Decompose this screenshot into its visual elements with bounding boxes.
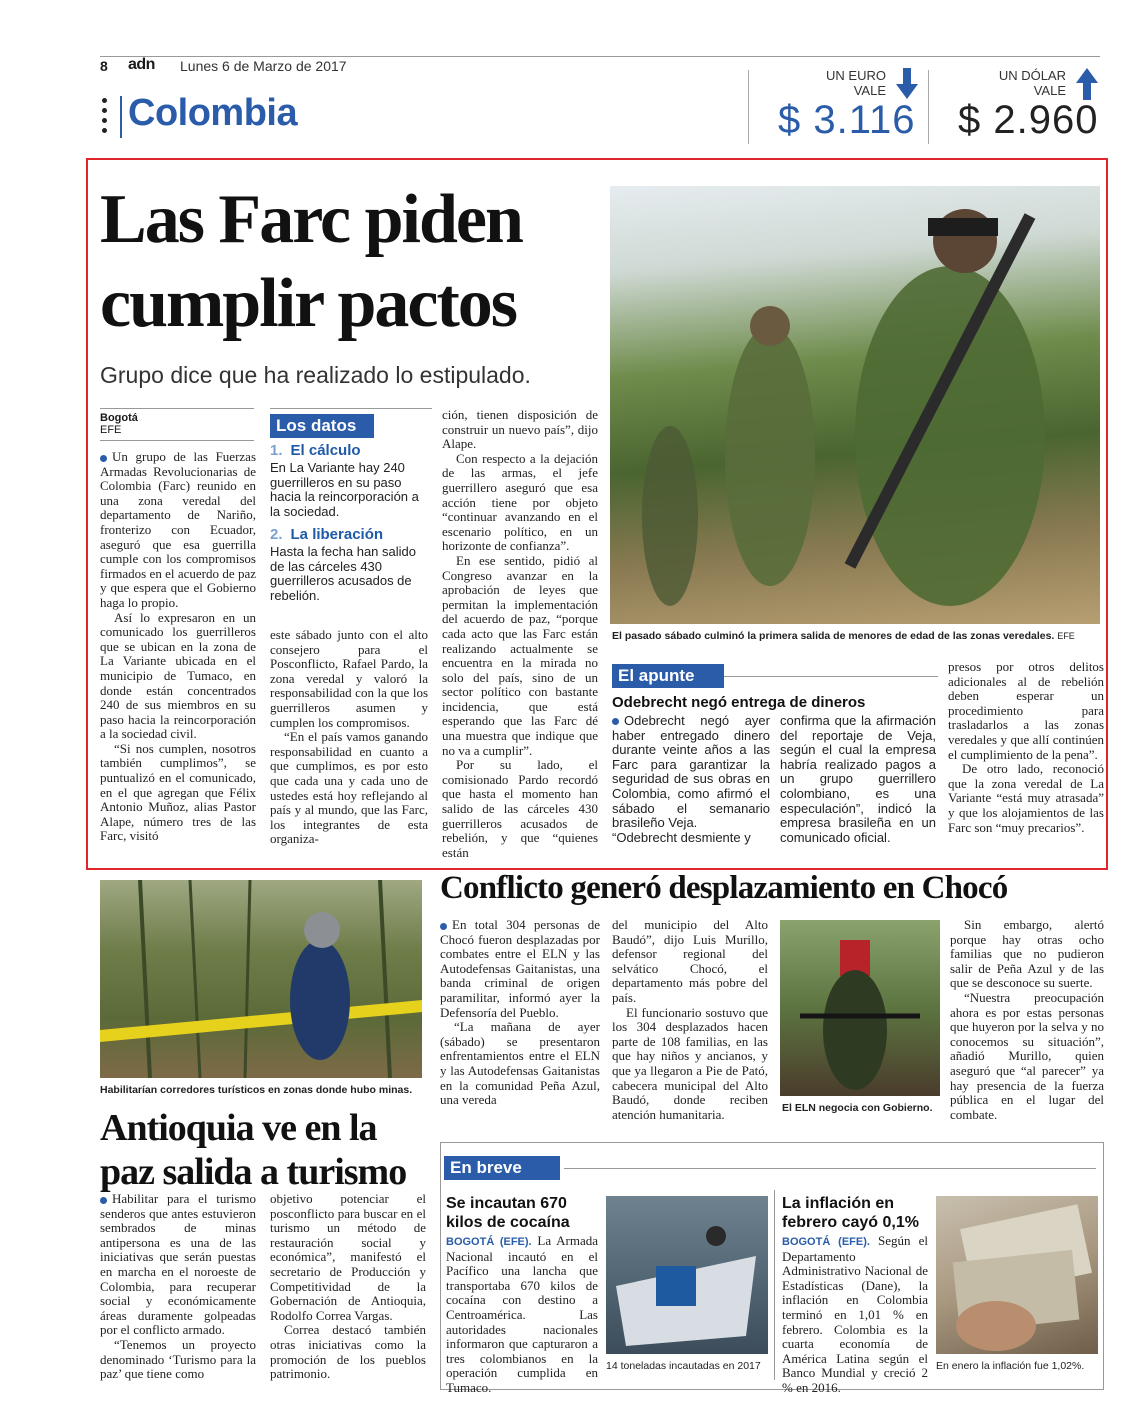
antioquia-photo-caption: Habilitarían corredores turísticos en zonas donde hubo minas. — [100, 1084, 413, 1096]
inflacion-photo-caption: En enero la inflación fue 1,02%. — [936, 1360, 1085, 1372]
choco-column-3: Sin embargo, alertó porque hay otras ocho familias que no pudieron salir de Peña Azul y de las que se desconoce su suerte. “Nuestra preocupación ahora es por estas personas que huyeron por la selva y no conocemos su situación”, añadió Murillo, quien aseguró que “al parecer” ya hay presencia de la fuerza pública en el lugar del combate. — [950, 917, 1104, 1122]
bullet-dot-icon — [100, 1197, 107, 1204]
datos-box-title: Los datos — [270, 414, 374, 438]
byline-rule — [100, 408, 254, 409]
soldiers-illustration — [610, 186, 1100, 624]
eln-fighter-illustration — [780, 920, 940, 1096]
deminer-illustration — [100, 880, 422, 1078]
dollar-sign-accent — [958, 102, 982, 142]
issue-date: Lunes 6 de Marzo de 2017 — [180, 58, 347, 74]
boat-illustration — [606, 1196, 768, 1354]
apunte-headline: Odebrecht negó entrega de dineros — [612, 694, 866, 711]
inflacion-photo-money — [936, 1196, 1098, 1354]
arrow-up-icon — [1076, 68, 1098, 100]
choco-photo-eln — [780, 920, 940, 1096]
en-breve-divider — [774, 1190, 775, 1380]
en-breve-title: En breve — [444, 1156, 560, 1180]
antioquia-headline: Antioquia ve en la paz salida a turismo — [100, 1107, 407, 1193]
datos-item-2: 2. La liberación Hasta la fecha han salido de las cárceles 430 guerrilleros acusados de rebelión. — [270, 526, 416, 603]
header-rule — [100, 56, 1100, 57]
banknotes-illustration — [936, 1196, 1098, 1354]
main-photo-guerrillas — [610, 186, 1100, 624]
choco-column-1: En total 304 personas de Chocó fueron desplazadas por combates entre el ELN y las Autodefensas Gaitanistas, una banda criminal de origen paramilitar, informó ayer la Defensoría del Pueblo. “La mañana de ayer (sábado) se presentaron enfrentamientos entre el ELN y las Autodefensas Gaitanistas en la comunidad Peña Azul, una vereda — [440, 917, 600, 1108]
exchange-divider-1 — [748, 70, 749, 144]
cocaina-headline: Se incautan 670 kilos de cocaína — [446, 1195, 570, 1231]
datos-box-rule — [270, 408, 432, 409]
main-column-1: Un grupo de las Fuerzas Armadas Revolucionarias de Colombia (Farc) reunido en una zona veredal del departamento de Nariño, fronterizo con Ecuador, aseguró que esa guerrilla cumple con los compromisos firmados en el acuerdo de paz y que espera que el Gobierno haga lo propio. Así lo expresaron en un comunicado los guerrilleros que se ubican en la zona de La Variante ubicada en el municipio de Tumaco, en donde están concentrados 240 de sus miembros en su paso hacia la reincorporación a la sociedad civil. “Si nos cumplen, nosotros también cumplimos”, se puntualizó en el comunicado, en el que agregan que Félix Antonio Muñoz, alias Pastor Alape, número tres de las Farc, visitó — [100, 449, 256, 844]
main-photo-caption: El pasado sábado culminó la primera salida de menores de edad de las zonas veredales. EFE — [612, 630, 1075, 642]
inflacion-headline: La inflación en febrero cayó 0,1% — [782, 1195, 919, 1231]
datos-item-1: 1. El cálculo En La Variante hay 240 guerrilleros en su paso hacia la reincorporación a la sociedad. — [270, 442, 419, 519]
choco-column-2: del municipio del Alto Baudó”, dijo Luis Murillo, defensor regional del selvático Chocó, el departamento más pobre del país. El funcionario sostuvo que los 304 desplazados hacen parte de 108 familias, en las que hay niños y ancianos, y que ya llegaron a Pie de Pató, cabecera municipal del Alto Baudó, donde reciben atención humanitaria. — [612, 917, 768, 1122]
section-title: Colombia — [128, 92, 298, 134]
arrow-down-icon — [896, 68, 918, 100]
choco-photo-caption: El ELN negocia con Gobierno. — [782, 1102, 933, 1114]
apunte-title: El apunte — [612, 664, 724, 688]
antioquia-photo-demining — [100, 880, 422, 1078]
page-number: 8 — [100, 58, 108, 74]
en-breve-rule — [564, 1168, 1096, 1169]
euro-value: $ 3.116 — [778, 98, 916, 142]
euro-label: UN EURO VALE — [826, 68, 886, 98]
byline-rule-2 — [100, 440, 254, 441]
dollar-value: $ 2.960 — [958, 98, 1099, 142]
cocaina-body: BOGOTÁ (EFE). La Armada Nacional incautó en el Pacífico una lancha que transportaba 670 kilos de cocaína con destino a Centroamérica. Las autoridades nacionales informaron que capturaron a tres colombianos en la operación cumplida en Tumaco. — [446, 1233, 599, 1395]
brand-logo: adn — [128, 56, 155, 73]
section-divider — [120, 96, 122, 138]
apunte-column-1: Odebrecht negó ayer haber entregado dinero durante veinte años a las Farc para garantizar la seguridad de sus obras en Colombia, como afirmó el sábado el semanario brasileño Veja. “Odebrecht desmiente y — [612, 713, 770, 845]
bullet-dot-icon — [100, 455, 107, 462]
inflacion-body: BOGOTÁ (EFE). Según el Departamento Administrativo Nacional de Estadísticas (Dane), la inflación en Colombia terminó en 1,01 % en febrero. Colombia es la cuarta economía de América Latina según el Banco Mundial y creció 2 % en 2016. — [782, 1233, 929, 1395]
bullet-dot-icon — [612, 718, 619, 725]
choco-headline: Conflicto generó desplazamiento en Chocó — [440, 870, 1008, 906]
bullet-dot-icon — [440, 923, 447, 930]
apunte-rule — [724, 676, 938, 677]
main-column-2: este sábado junto con el alto consejero para el Posconflicto, Rafael Pardo, la zona veredal y valoró la responsabilidad con la que los guerrilleros asumen y cumplen los compromisos. “En el país vamos ganando responsabilidad en cuanto a que cumplimos, es por esto que cada una y cada uno de ustedes está hoy reflejando al país y al mundo, que las Farc, los integrantes de esta organiza- — [270, 627, 428, 847]
dollar-label: UN DÓLAR VALE — [998, 68, 1066, 98]
exchange-divider-2 — [928, 70, 929, 144]
section-dots-icon — [102, 98, 110, 133]
antioquia-column-2: objetivo potenciar el posconflicto para buscar en el turismo un método de restauración social y económica”, manifestó el secretario de Producción y Competitividad de la Gobernación de Antioquia, Rodolfo Correa Vargas. Correa destacó también otras iniciativas como la promoción de los pueblos patrimonio. — [270, 1191, 426, 1382]
main-headline: Las Farc piden cumplir pactos — [100, 181, 522, 342]
antioquia-column-1: Habilitar para el turismo senderos que antes estuvieron sembrados de minas antipersona es una de las iniciativas que serán puestas en marcha en el noroeste de Colombia, para recuperar social y económicamente áreas duramente golpeadas por el conflicto armado. “Tenemos un proyecto denominado ‘Turismo para la paz’ que tiene como — [100, 1191, 256, 1382]
cocaina-photo-caption: 14 toneladas incautadas en 2017 — [606, 1360, 761, 1372]
main-subhead: Grupo dice que ha realizado lo estipulado. — [100, 362, 531, 388]
byline: Bogotá EFE — [100, 412, 138, 436]
main-column-3: ción, tienen disposición de construir un nuevo país”, dijo Alape. Con respecto a la dejación de las armas, el jefe guerrillero aseguró que esa acción tiene por objeto “continuar avanzando en el escenario político, en un horizonte de confianza”. En ese sentido, pidió al Congreso avanzar en la aprobación de leyes que permitan la implementación del acuerdo de paz, “porque cada acto que las Farc están realizando actualmente se encuentra en la mirada no solo del país, sino de un sector político con bastante incidencia, que está esperando que las Farc dé una muestra que indique que no va a cumplir”. Por su lado, el comisionado Pardo recordó que hasta el momento han salido de las cárceles 430 guerrilleros acusados de rebelión, y que “quienes están — [442, 407, 598, 860]
apunte-column-2: confirma que la afirmación del reportaje de Veja, según el cual la empresa habría realizado pagos a un grupo guerrillero colombiano, es una especulación”, indicó la empresa brasileña en un comunicado oficial. — [780, 713, 936, 845]
main-column-5: presos por otros delitos adicionales al de rebelión deben esperar un procedimiento para trasladarlos a las zonas veredales y que allí continúen el cumplimiento de la pena”. De otro lado, reconoció que la zona veredal de La Variante “está muy atrasada” y que los alojamientos de las Farc son “muy precarios”. — [948, 659, 1104, 835]
cocaina-photo-boat — [606, 1196, 768, 1354]
